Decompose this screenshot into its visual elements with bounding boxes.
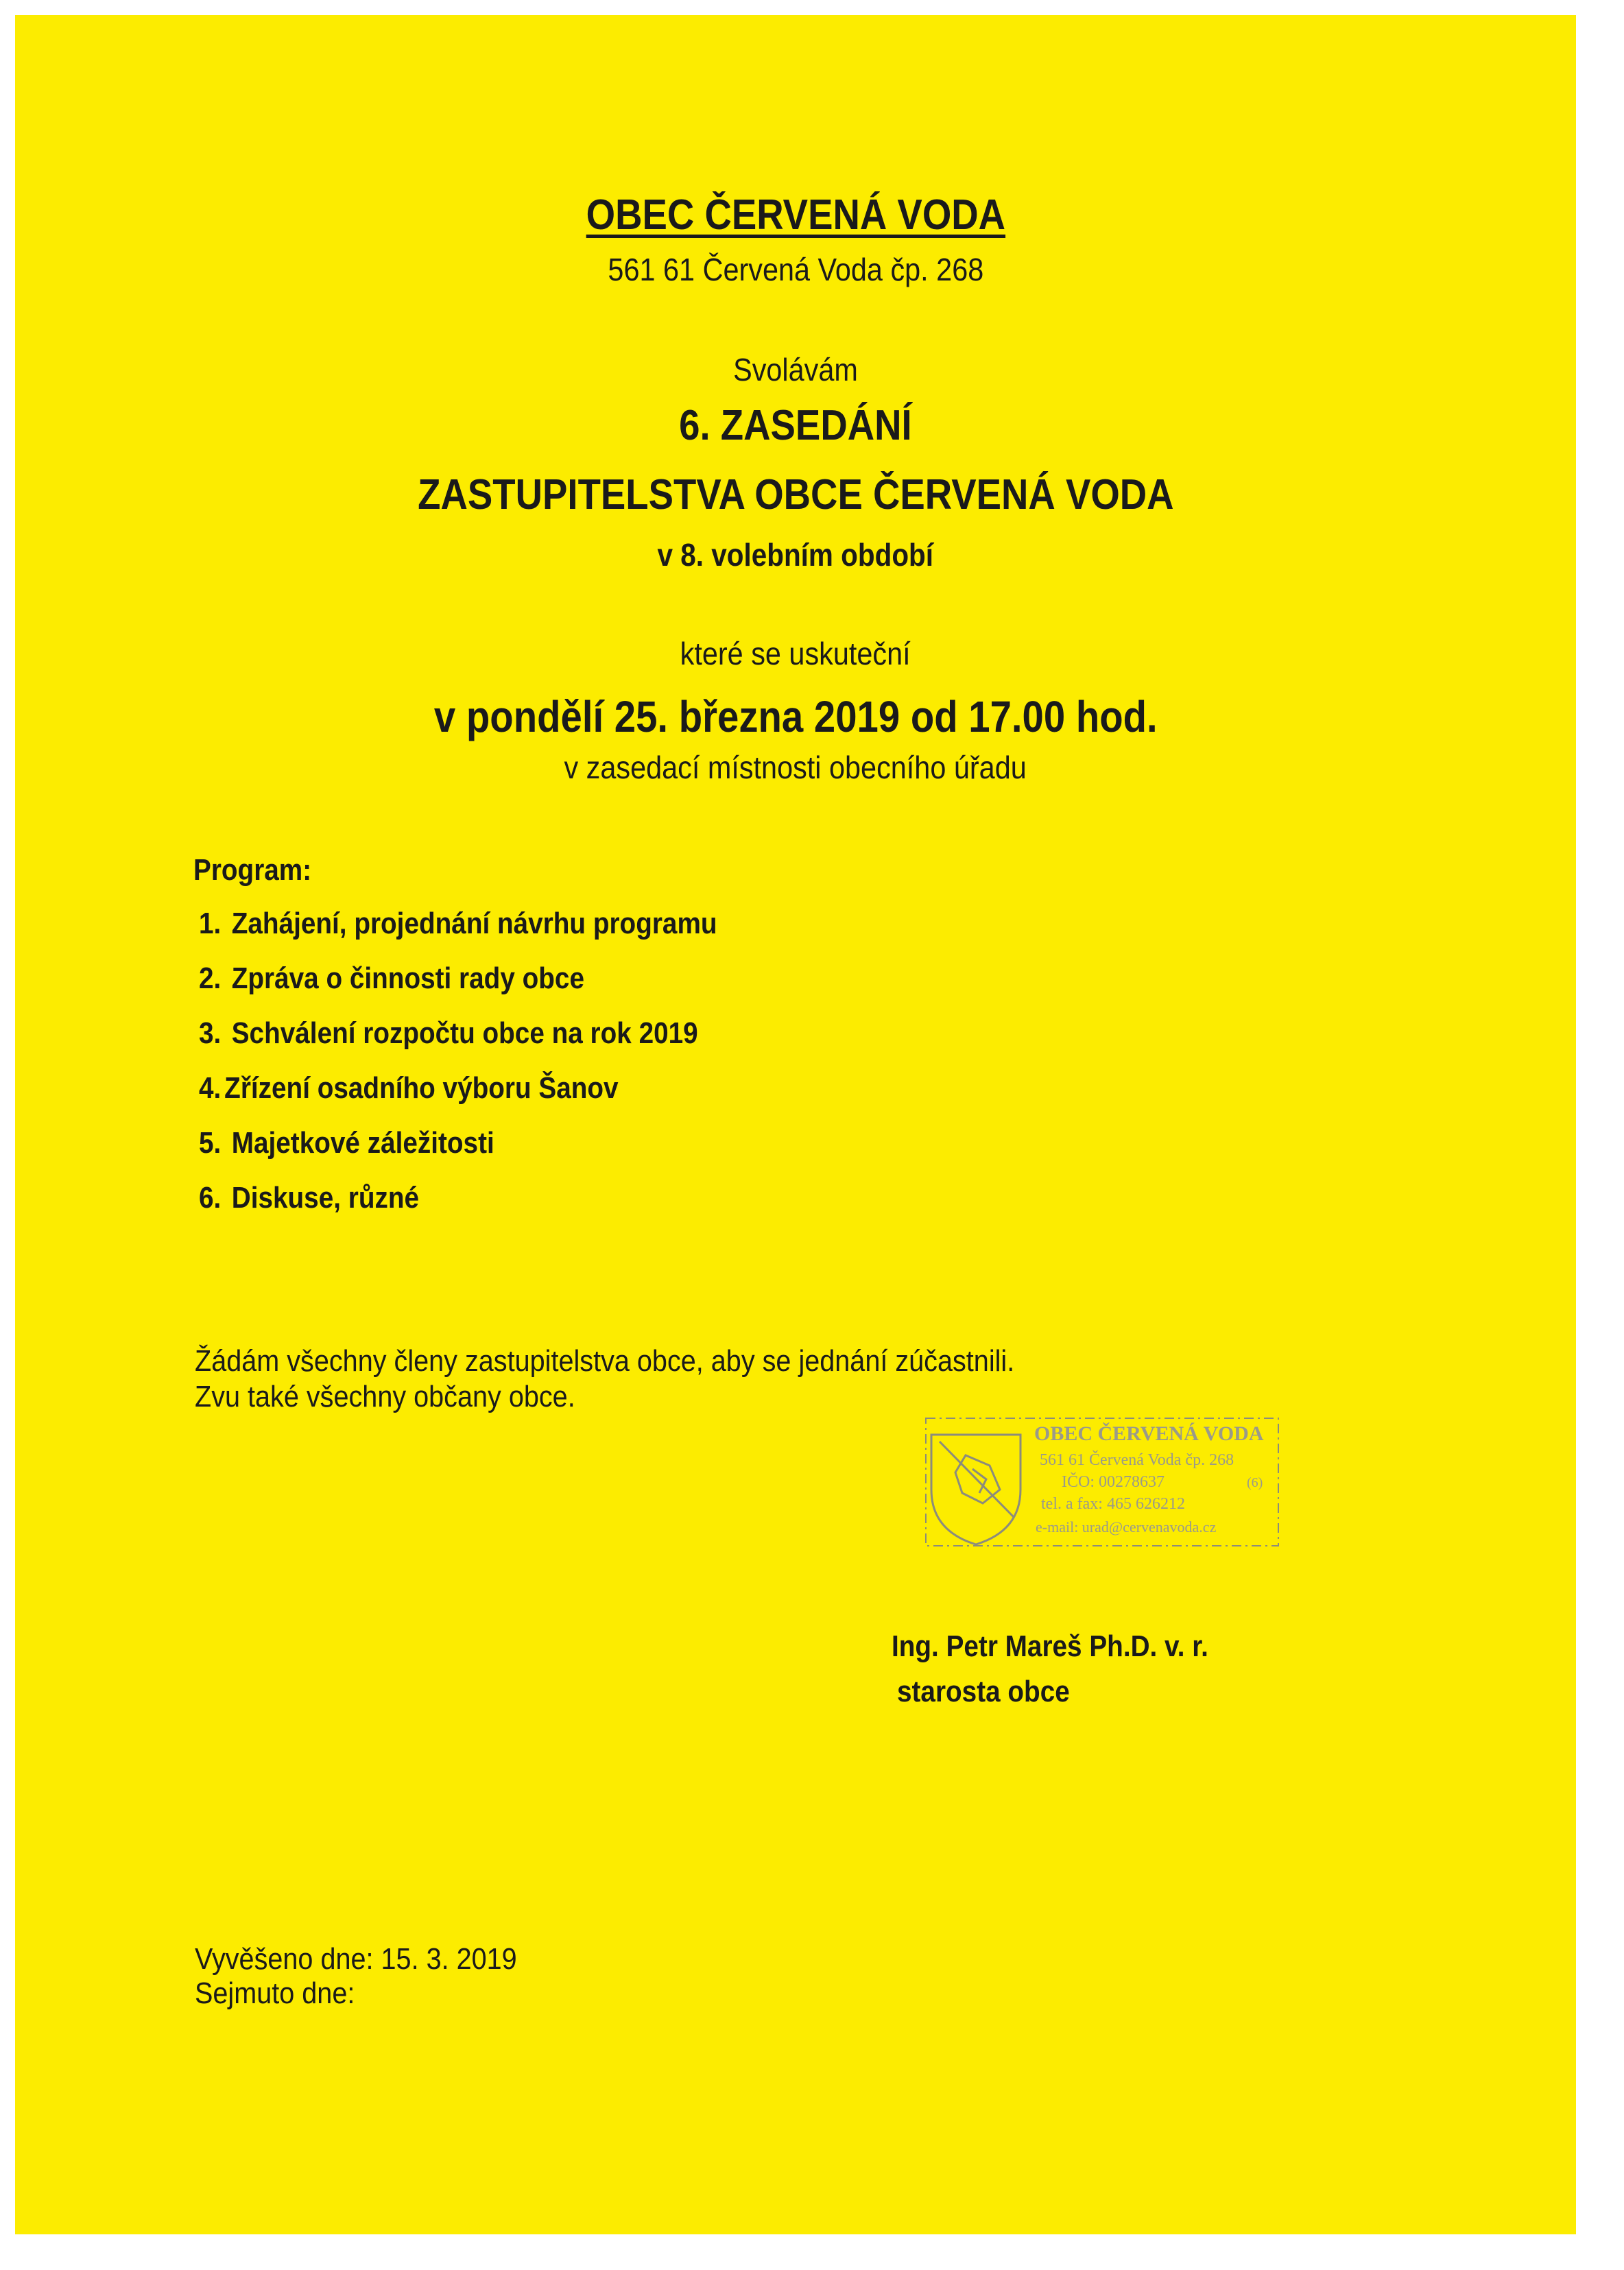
posted-date: Vyvěšeno dne: 15. 3. 2019: [195, 1942, 517, 1976]
meeting-place-text: v zasedací místnosti obecního úřadu: [564, 750, 1027, 785]
municipality-address-text: 561 61 Červená Voda čp. 268: [608, 252, 983, 287]
program-item-number: 2.: [199, 961, 222, 995]
program-item: [199, 1126, 494, 1160]
meeting-number-text: 6. ZASEDÁNÍ: [679, 402, 912, 449]
program-item-number: 3.: [199, 1016, 222, 1050]
municipality-title-text: OBEC ČERVENÁ VODA: [586, 191, 1005, 239]
appeal-line-members: Žádám všechny členy zastupitelstva obce, aby se jednání zúčastnili.: [195, 1344, 1015, 1378]
notice-sheet: [15, 15, 1576, 2234]
program-item: [199, 1071, 619, 1106]
official-stamp: [924, 1414, 1281, 1551]
program-item-number: 1.: [199, 907, 222, 940]
program-item-text: Majetkové záležitosti: [231, 1126, 494, 1160]
coat-of-arms-icon: [931, 1435, 1020, 1544]
program-item: [199, 907, 717, 941]
program-item-number: 6.: [199, 1181, 222, 1215]
program-heading: Program:: [193, 853, 312, 887]
convene-line: [15, 351, 1576, 388]
meeting-number: [15, 401, 1576, 450]
meeting-place: [15, 749, 1576, 786]
meeting-datetime-text: v pondělí 25. března 2019 od 17.00 hod.: [433, 692, 1158, 741]
stamp-line-address: 561 61 Červená Voda čp. 268: [1040, 1451, 1234, 1469]
meeting-term-text: v 8. volebním období: [657, 537, 934, 573]
meeting-body-text: ZASTUPITELSTVA OBCE ČERVENÁ VODA: [417, 471, 1174, 518]
program-item: [199, 1181, 419, 1215]
program-item-text: Zpráva o činnosti rady obce: [231, 961, 584, 995]
meeting-datetime: [15, 691, 1576, 742]
meeting-body: [15, 470, 1576, 519]
meeting-term: [15, 536, 1576, 573]
meeting-intro: [15, 635, 1576, 672]
meeting-intro-text: které se uskuteční: [680, 636, 911, 671]
program-item-text: Zahájení, projednání návrhu programu: [231, 907, 717, 940]
removed-date: Sejmuto dne:: [195, 1976, 355, 2010]
signer-name: Ing. Petr Mareš Ph.D. v. r.: [892, 1629, 1208, 1663]
stamp-line-mark: (6): [1247, 1475, 1263, 1490]
municipality-address: [15, 251, 1576, 288]
signer-role: starosta obce: [897, 1675, 1070, 1708]
stamp-line-email: e-mail: urad@cervenavoda.cz: [1036, 1518, 1217, 1536]
program-item-text: Zřízení osadního výboru Šanov: [224, 1071, 619, 1105]
program-item-text: Diskuse, různé: [231, 1181, 420, 1215]
program-item-number: 5.: [199, 1126, 222, 1160]
program-item-text: Schválení rozpočtu obce na rok 2019: [231, 1016, 698, 1050]
municipality-title: [15, 191, 1576, 239]
program-item: [199, 1016, 698, 1051]
program-item-number: 4.: [199, 1071, 222, 1105]
program-item: [199, 961, 584, 996]
convene-text: Svolávám: [733, 352, 858, 387]
stamp-line-phone: tel. a fax: 465 626212: [1041, 1495, 1185, 1513]
stamp-line-ico: IČO: 00278637: [1062, 1473, 1165, 1491]
stamp-line-name: OBEC ČERVENÁ VODA: [1034, 1422, 1264, 1445]
appeal-line-citizens: Zvu také všechny občany obce.: [195, 1380, 575, 1413]
